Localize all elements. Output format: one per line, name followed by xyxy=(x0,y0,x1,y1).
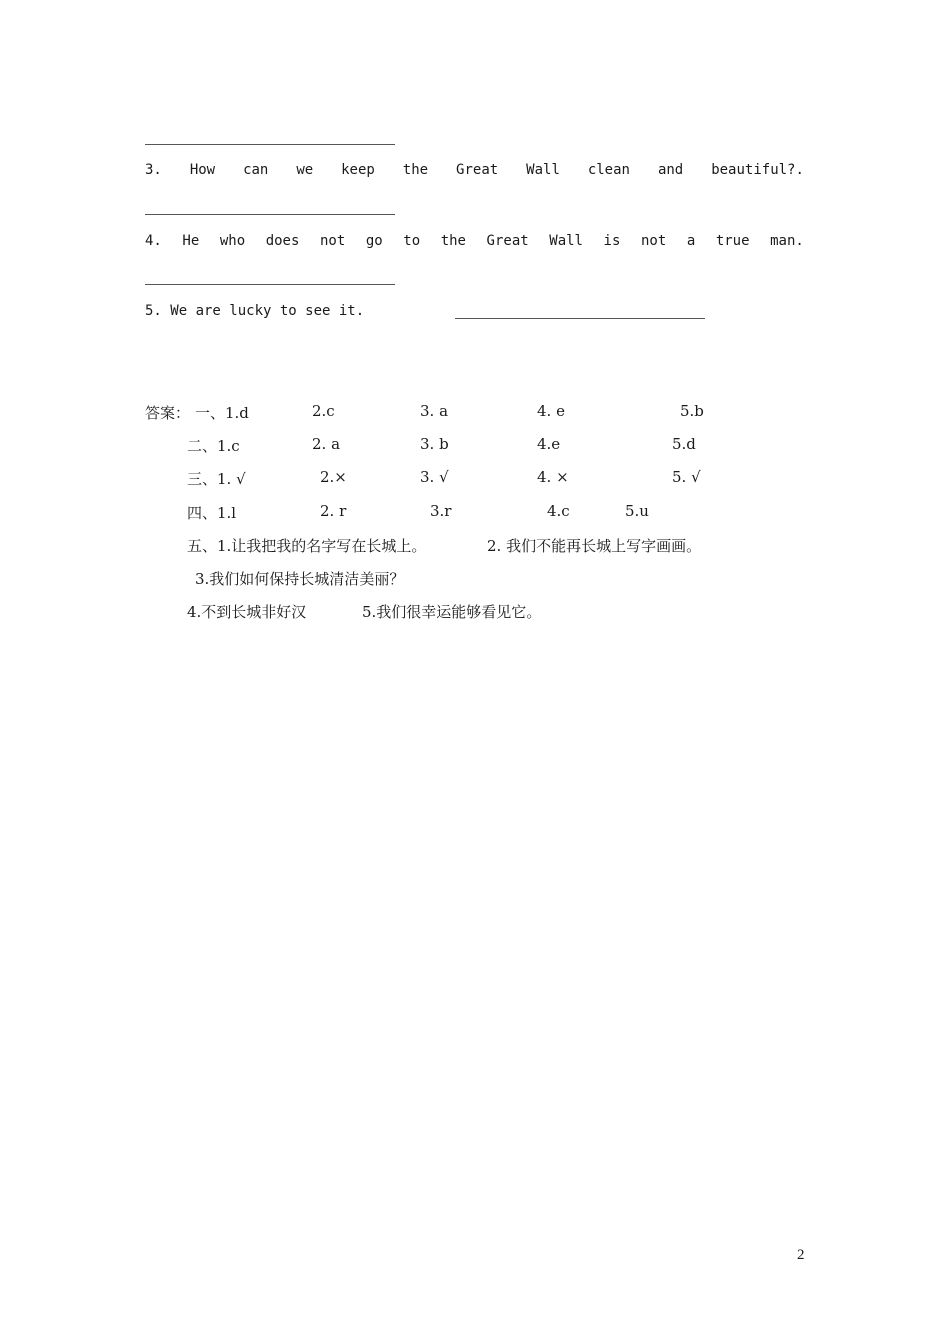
question-5: 5. We are lucky to see it. xyxy=(145,303,365,319)
answer-5-1: 五、1.让我把我的名字写在长城上。 xyxy=(187,537,427,555)
answer-3-2: 2.× xyxy=(320,468,347,486)
answer-1-5: 5.b xyxy=(680,402,704,420)
answer-2-2: 2. a xyxy=(312,435,341,453)
answer-3-1: 三、1. √ xyxy=(187,470,246,488)
answer-5-4: 4.不到长城非好汉 xyxy=(187,603,307,621)
word: go xyxy=(365,233,383,249)
answer-1-3: 3. a xyxy=(420,402,449,420)
word: He xyxy=(182,233,200,249)
page-number: 2 xyxy=(797,1247,805,1263)
word: to xyxy=(403,233,421,249)
word: beautiful?. xyxy=(711,162,804,178)
word: Great xyxy=(486,233,529,249)
answer-4-2: 2. r xyxy=(320,502,347,520)
word: How xyxy=(189,162,216,178)
answer-1-4: 4. e xyxy=(537,402,565,420)
answer-2-1: 二、1.c xyxy=(187,437,240,455)
answer-1-2: 2.c xyxy=(312,402,335,420)
word: 3. xyxy=(145,162,162,178)
answer-blank xyxy=(455,318,705,319)
word: the xyxy=(402,162,429,178)
question-4 xyxy=(145,233,804,249)
word: who xyxy=(219,233,246,249)
answer-1-1: 一、1.d xyxy=(195,404,249,422)
answer-2-5: 5.d xyxy=(672,435,696,453)
question-3 xyxy=(145,162,804,178)
answer-3-3: 3. √ xyxy=(420,468,449,486)
word: does xyxy=(265,233,300,249)
word: Wall xyxy=(526,162,560,178)
answer-2-4: 4.e xyxy=(537,435,561,453)
answer-2-3: 3. b xyxy=(420,435,449,453)
word: man. xyxy=(770,233,804,249)
word: and xyxy=(657,162,684,178)
word: a xyxy=(686,233,696,249)
word: Wall xyxy=(549,233,583,249)
word: keep xyxy=(341,162,375,178)
word: clean xyxy=(587,162,630,178)
answer-blank xyxy=(145,144,395,145)
answer-5-3: 3.我们如何保持长城清洁美丽？ xyxy=(195,570,405,588)
answer-blank xyxy=(145,284,395,285)
word: the xyxy=(440,233,466,249)
answer-4-3: 3.r xyxy=(430,502,452,520)
word: we xyxy=(296,162,314,178)
word: is xyxy=(603,233,621,249)
answer-5-5: 5.我们很幸运能够看见它。 xyxy=(362,603,542,621)
answer-4-4: 4.c xyxy=(547,502,570,520)
word: true xyxy=(715,233,750,249)
word: not xyxy=(640,233,667,249)
word: Great xyxy=(456,162,499,178)
answer-4-1: 四、1.l xyxy=(187,504,237,522)
word: can xyxy=(243,162,269,178)
word: not xyxy=(319,233,346,249)
answer-5-2: 2. 我们不能再长城上写字画画。 xyxy=(487,537,702,555)
answers-label: 答案： xyxy=(145,404,191,422)
answer-blank xyxy=(145,214,395,215)
answer-3-4: 4. × xyxy=(537,468,569,486)
word: 4. xyxy=(145,233,162,249)
answer-3-5: 5. √ xyxy=(672,468,701,486)
answer-4-5: 5.u xyxy=(625,502,649,520)
